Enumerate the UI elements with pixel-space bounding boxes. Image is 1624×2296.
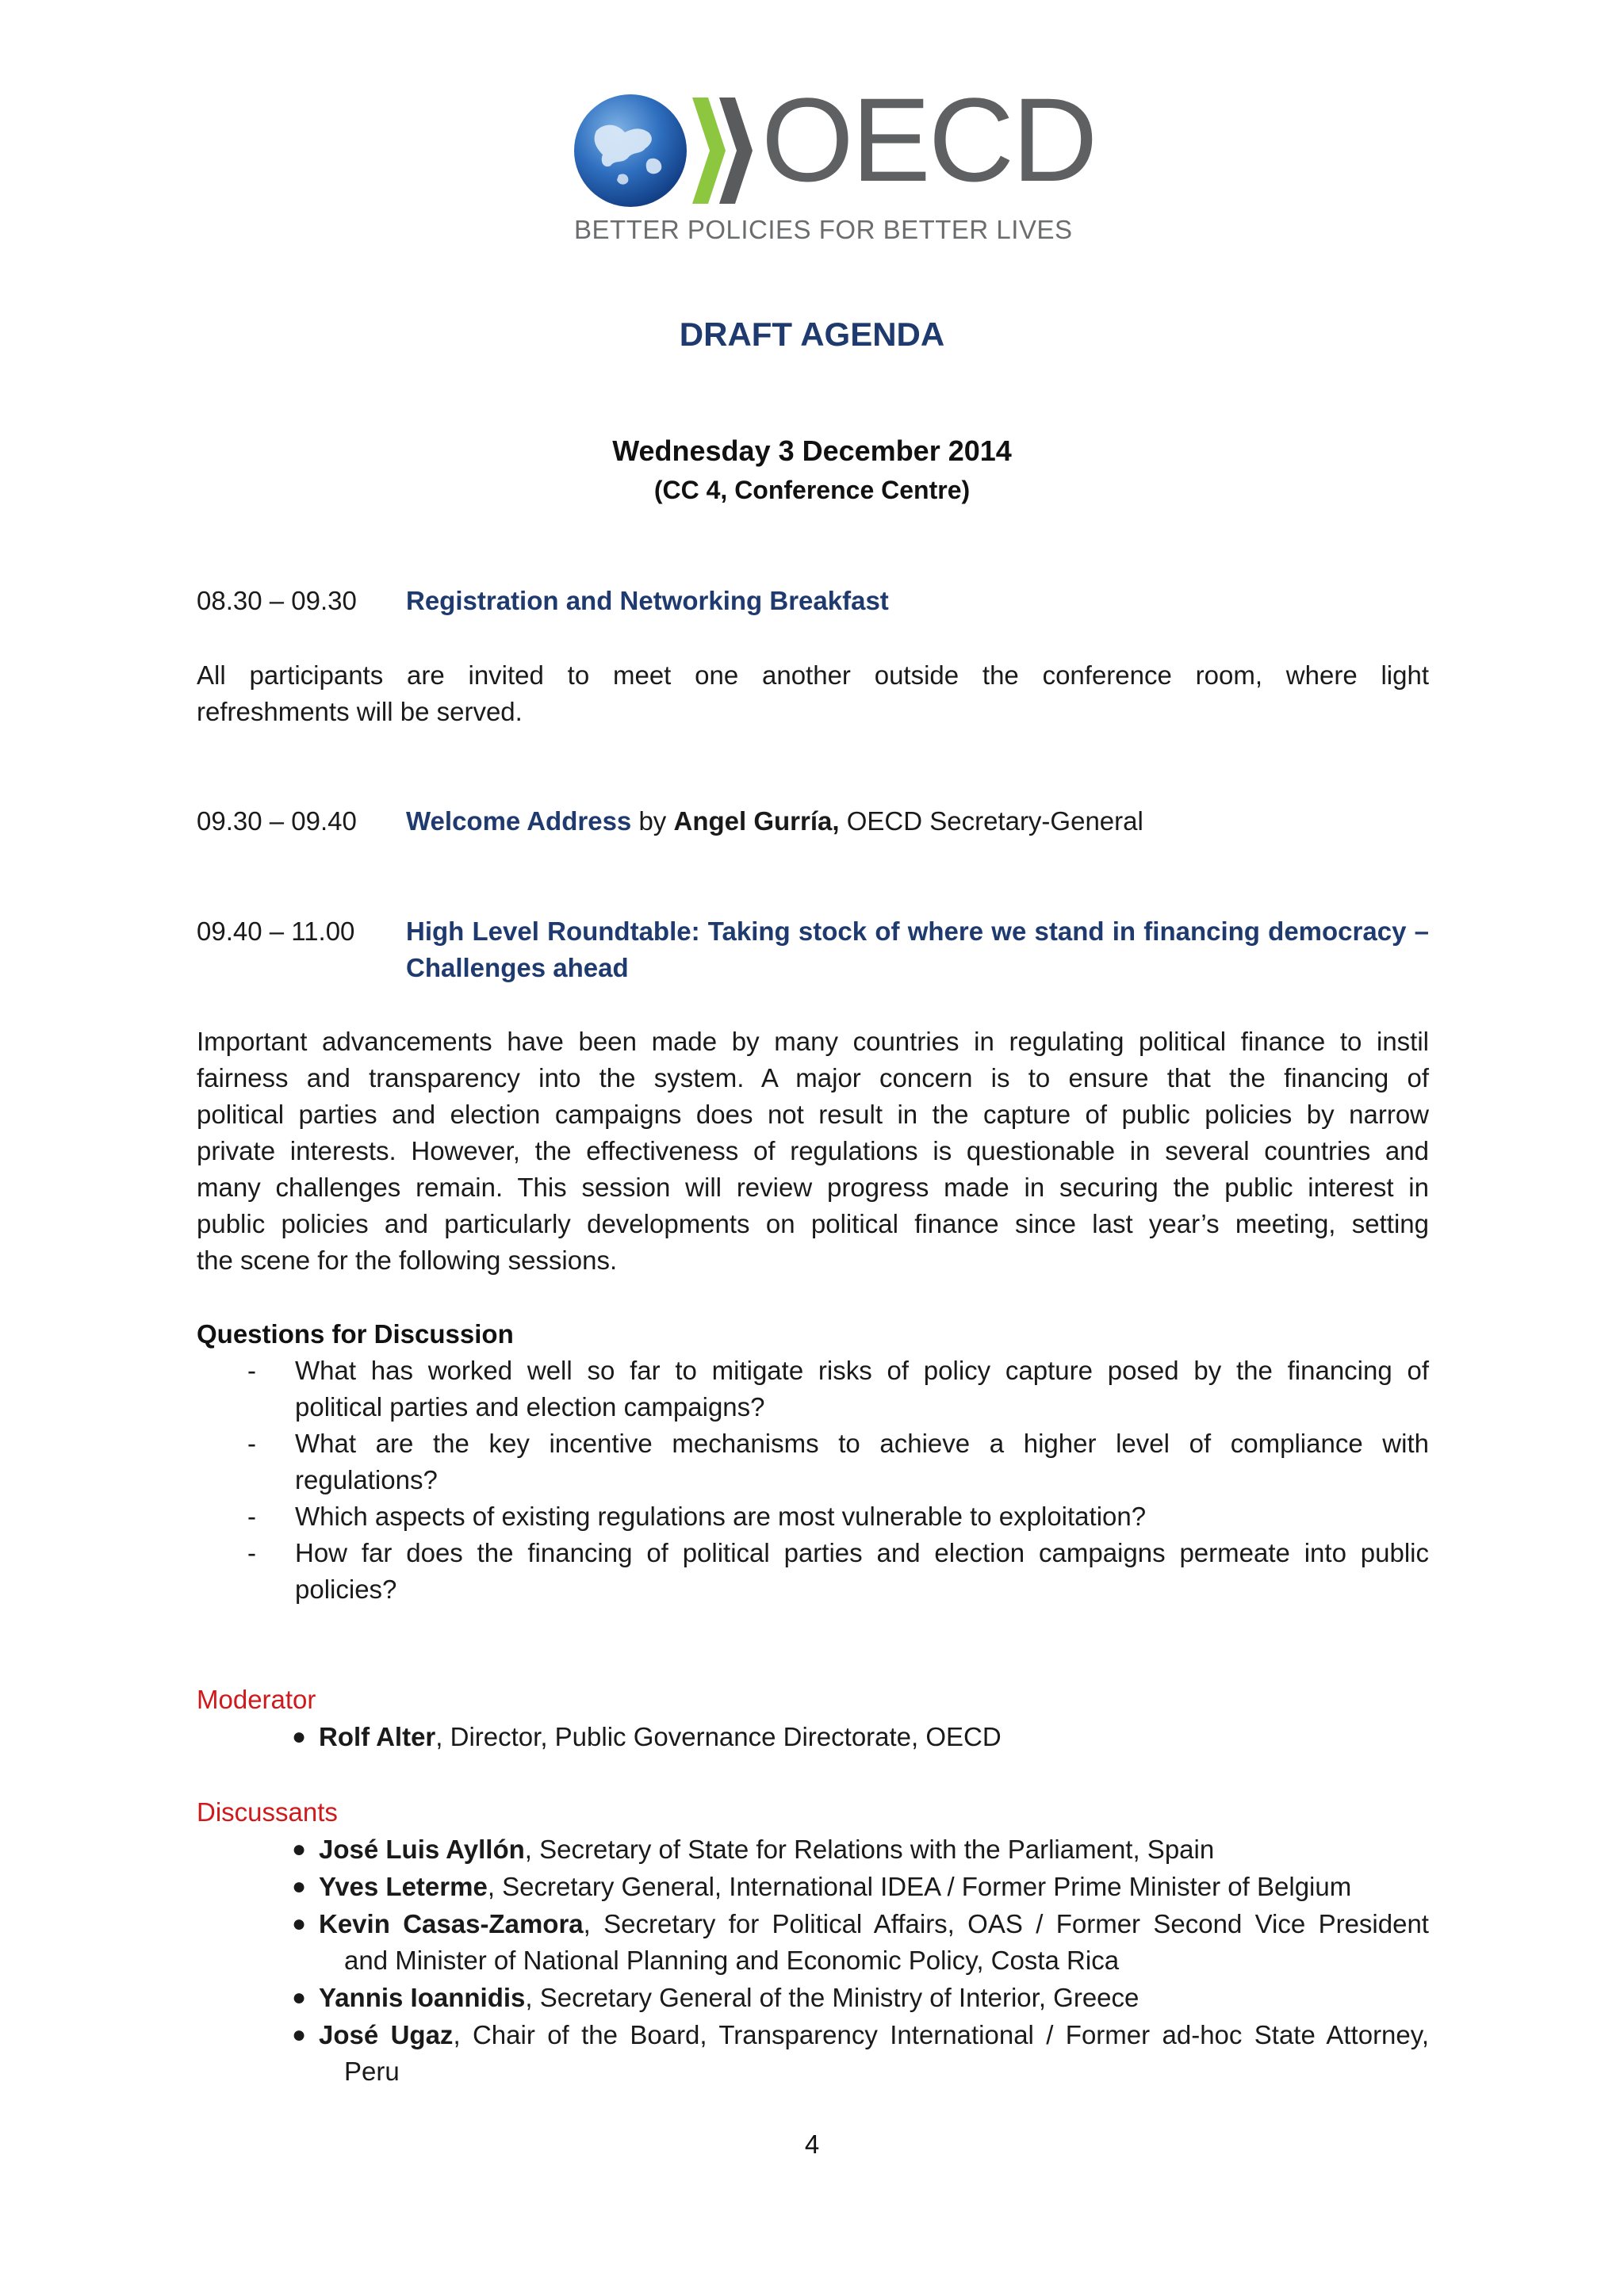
person-name: José Luis Ayllón: [319, 1835, 525, 1864]
questions-heading: Questions for Discussion: [197, 1319, 514, 1349]
text-line: private interests. However, the effectiveness of regulations is questionable in several countries and: [197, 1136, 1429, 1165]
question-item: [295, 1535, 1429, 1608]
text-line: What are the key incentive mechanisms to achieve a higher level of compliance with: [295, 1429, 1429, 1458]
session-title: Welcome Address: [406, 806, 632, 836]
speaker-name: Angel Gurría,: [673, 806, 840, 836]
session-time: 08.30 – 09.30: [197, 586, 357, 615]
bullet-icon: ●: [292, 1873, 307, 1900]
person-role: , Secretary for Political Affairs, OAS / Former Second Vice President: [583, 1909, 1429, 1938]
session-description: [197, 1024, 1429, 1279]
discussant-entry: [319, 1980, 1429, 2016]
page-title: DRAFT AGENDA: [679, 316, 945, 353]
moderator-label: Moderator: [197, 1685, 316, 1714]
bullet-icon: ●: [292, 1911, 307, 1937]
person-name: Kevin Casas-Zamora: [319, 1909, 584, 1938]
by-text: by: [631, 806, 674, 836]
dash-icon: -: [247, 1538, 256, 1567]
text-line: Which aspects of existing regulations are most vulnerable to exploitation?: [295, 1502, 1147, 1531]
question-item: [295, 1353, 1429, 1425]
question-item: [295, 1425, 1429, 1498]
dash-icon: -: [247, 1502, 256, 1531]
chevron-icon: [688, 93, 759, 209]
session-title: [406, 913, 1429, 986]
dash-icon: -: [247, 1429, 256, 1458]
bullet-icon: ●: [292, 2022, 307, 2048]
session-title-line: [406, 803, 1143, 840]
person-role: , Chair of the Board, Transparency International / Former ad-hoc State Attorney,: [453, 2020, 1429, 2049]
text-line: regulations?: [295, 1465, 438, 1494]
person-role: , Secretary General of the Ministry of Interior, Greece: [525, 1983, 1139, 2012]
title-line: Challenges ahead: [406, 953, 629, 982]
discussant-entry: [319, 1869, 1429, 1905]
discussant-entry: [319, 1831, 1429, 1868]
person-name: Rolf Alter: [319, 1722, 436, 1751]
discussant-entry: [319, 2017, 1429, 2053]
agenda-venue: (CC 4, Conference Centre): [653, 476, 971, 504]
session-title: Registration and Networking Breakfast: [406, 586, 889, 615]
bullet-icon: ●: [292, 1724, 307, 1750]
person-name: José Ugaz: [319, 2020, 454, 2049]
text-line: refreshments will be served.: [197, 697, 523, 726]
oecd-wordmark: OECD: [761, 73, 1096, 206]
oecd-logo: [573, 73, 1096, 246]
session-time: 09.40 – 11.00: [197, 916, 355, 946]
moderator-entry: [319, 1719, 1429, 1755]
dash-icon: -: [247, 1356, 256, 1385]
speaker-role: OECD Secretary-General: [839, 806, 1143, 836]
session-time: 09.30 – 09.40: [197, 806, 357, 836]
globe-icon: [573, 93, 688, 209]
text-line: many challenges remain. This session will review progress made in securing the public interest in: [197, 1173, 1429, 1202]
bullet-icon: ●: [292, 1836, 307, 1862]
text-line: policies?: [295, 1575, 397, 1604]
text-line: the scene for the following sessions.: [197, 1246, 618, 1275]
discussant-entry-continued: Peru: [344, 2057, 400, 2086]
person-role: , Director, Public Governance Directorate, OECD: [435, 1722, 1002, 1751]
person-name: Yannis Ioannidis: [319, 1983, 526, 2012]
bullet-icon: ●: [292, 1984, 307, 2011]
text-line: fairness and transparency into the system. A major concern is to ensure that the financing of: [197, 1063, 1429, 1093]
person-role: , Secretary General, International IDEA / Former Prime Minister of Belgium: [487, 1872, 1352, 1901]
text-line: All participants are invited to meet one another outside the conference room, where light: [197, 660, 1429, 690]
text-line: political parties and election campaigns does not result in the capture of public policies by narrow: [197, 1100, 1429, 1129]
text-line: Important advancements have been made by many countries in regulating political finance to instil: [197, 1027, 1429, 1056]
discussant-entry: [319, 1906, 1429, 1942]
title-line: High Level Roundtable: Taking stock of where we stand in financing democracy –: [406, 916, 1429, 946]
text-line: What has worked well so far to mitigate risks of policy capture posed by the financing of: [295, 1356, 1429, 1385]
question-item: [295, 1498, 1429, 1535]
session-description: [197, 657, 1429, 730]
page-number: 4: [804, 2130, 820, 2159]
text-line: political parties and election campaigns?: [295, 1392, 765, 1422]
person-role: , Secretary of State for Relations with the Parliament, Spain: [524, 1835, 1215, 1864]
discussants-label: Discussants: [197, 1797, 338, 1827]
person-name: Yves Leterme: [319, 1872, 488, 1901]
oecd-tagline: BETTER POLICIES FOR BETTER LIVES: [574, 215, 1073, 244]
agenda-date: Wednesday 3 December 2014: [612, 434, 1012, 467]
discussant-entry-continued: and Minister of National Planning and Economic Policy, Costa Rica: [344, 1946, 1120, 1975]
text-line: public policies and particularly developments on political finance since last year’s meeting, setting: [197, 1209, 1429, 1238]
text-line: How far does the financing of political parties and election campaigns permeate into public: [295, 1538, 1429, 1567]
